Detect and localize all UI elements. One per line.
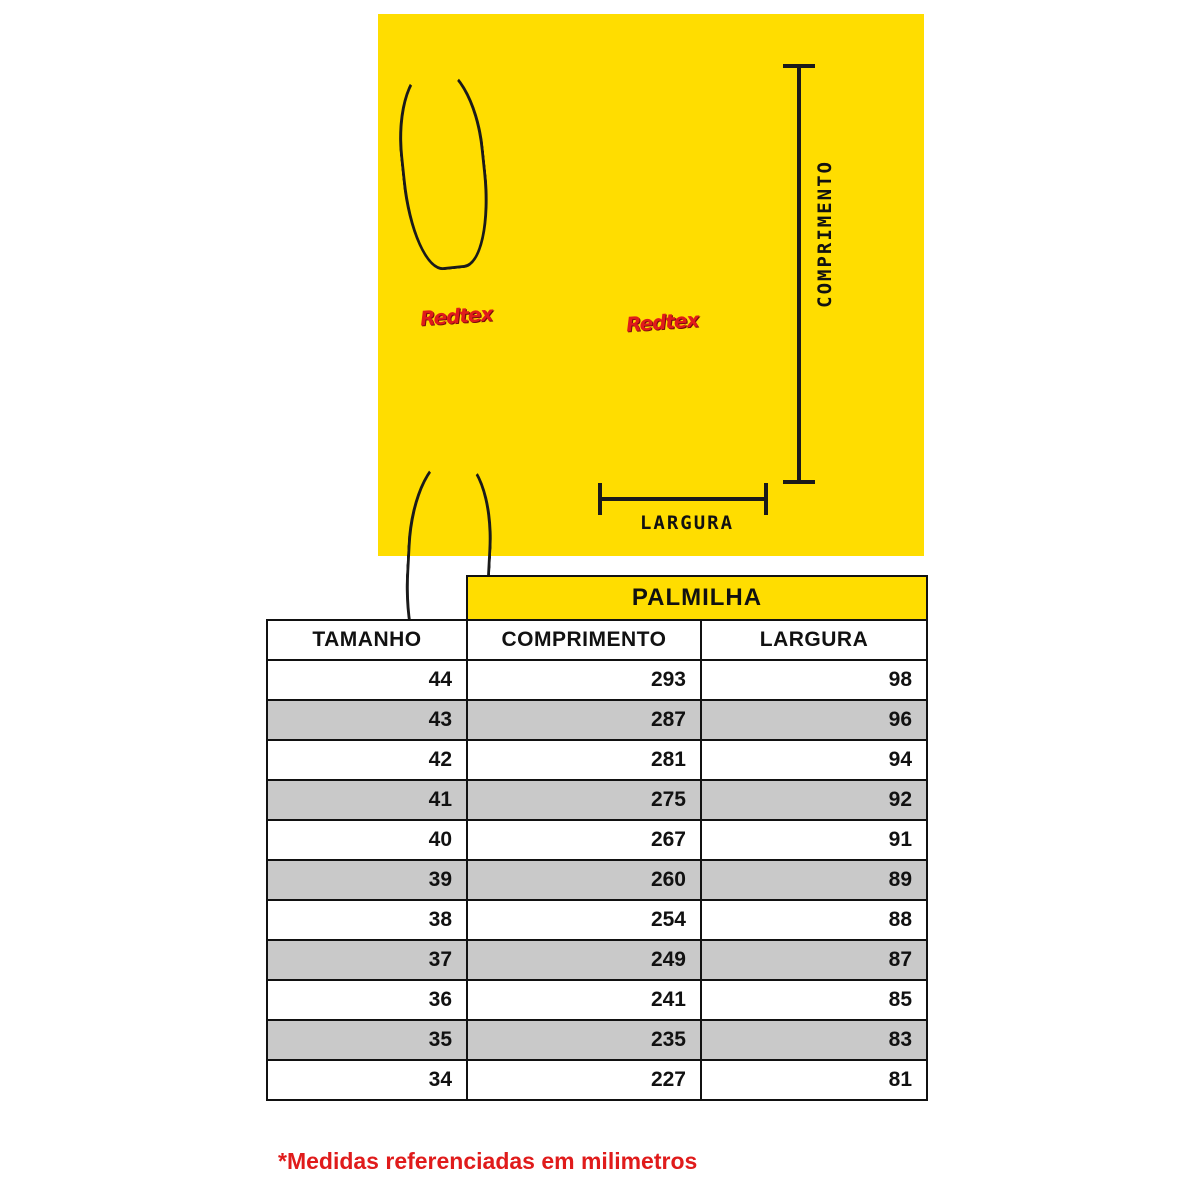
- length-measure-cap-bottom: [783, 480, 815, 484]
- cell-tamanho: 36: [267, 980, 467, 1020]
- insole-illustration-panel: [378, 14, 924, 556]
- width-measure-line: [598, 497, 768, 501]
- cell-largura: 88: [701, 900, 927, 940]
- cell-largura: 83: [701, 1020, 927, 1060]
- table-row: [267, 740, 927, 780]
- cell-tamanho: 44: [267, 660, 467, 700]
- brand-logo-left: Redtex: [419, 301, 494, 331]
- cell-comprimento: 281: [467, 740, 701, 780]
- width-measure-label: LARGURA: [639, 512, 735, 534]
- column-header-largura: LARGURA: [701, 620, 927, 660]
- cell-tamanho: 42: [267, 740, 467, 780]
- table-row: [267, 940, 927, 980]
- table-row: [267, 980, 927, 1020]
- width-measure-cap-right: [764, 483, 768, 515]
- cell-largura: 87: [701, 940, 927, 980]
- cell-comprimento: 227: [467, 1060, 701, 1100]
- cell-comprimento: 249: [467, 940, 701, 980]
- cell-tamanho: 40: [267, 820, 467, 860]
- cell-tamanho: 37: [267, 940, 467, 980]
- cell-largura: 96: [701, 700, 927, 740]
- size-chart-table: [266, 575, 928, 1101]
- table-title-row: [267, 576, 927, 620]
- cell-largura: 91: [701, 820, 927, 860]
- cell-comprimento: 235: [467, 1020, 701, 1060]
- length-measure-annotation: [784, 64, 844, 484]
- cell-comprimento: 254: [467, 900, 701, 940]
- table-row: [267, 700, 927, 740]
- cell-tamanho: 34: [267, 1060, 467, 1100]
- cell-comprimento: 267: [467, 820, 701, 860]
- insole-left-arch-outline: [391, 60, 496, 274]
- insole-left-shape: [358, 8, 526, 413]
- cell-tamanho: 43: [267, 700, 467, 740]
- cell-largura: 81: [701, 1060, 927, 1100]
- table-body: [267, 660, 927, 1100]
- cell-largura: 92: [701, 780, 927, 820]
- width-measure-cap-left: [598, 483, 602, 515]
- table-row: [267, 780, 927, 820]
- table-header-row: [267, 620, 927, 660]
- cell-tamanho: 39: [267, 860, 467, 900]
- width-measure-annotation: [598, 484, 768, 540]
- cell-comprimento: 260: [467, 860, 701, 900]
- cell-largura: 94: [701, 740, 927, 780]
- column-header-tamanho: TAMANHO: [267, 620, 467, 660]
- length-measure-label: COMPRIMENTO: [814, 160, 836, 308]
- table-row: [267, 1060, 927, 1100]
- length-measure-cap-top: [783, 64, 815, 68]
- brand-logo-right: Redtex: [625, 307, 700, 337]
- length-measure-line: [797, 64, 801, 484]
- cell-comprimento: 275: [467, 780, 701, 820]
- cell-tamanho: 38: [267, 900, 467, 940]
- cell-comprimento: 287: [467, 700, 701, 740]
- table-title: PALMILHA: [467, 576, 927, 620]
- cell-largura: 89: [701, 860, 927, 900]
- cell-comprimento: 293: [467, 660, 701, 700]
- table-row: [267, 820, 927, 860]
- table-row: [267, 660, 927, 700]
- cell-tamanho: 35: [267, 1020, 467, 1060]
- cell-comprimento: 241: [467, 980, 701, 1020]
- table-row: [267, 900, 927, 940]
- table-row: [267, 860, 927, 900]
- table-row: [267, 1020, 927, 1060]
- column-header-comprimento: COMPRIMENTO: [467, 620, 701, 660]
- measurement-unit-footnote: *Medidas referenciadas em milimetros: [278, 1148, 698, 1174]
- cell-largura: 98: [701, 660, 927, 700]
- cell-largura: 85: [701, 980, 927, 1020]
- cell-tamanho: 41: [267, 780, 467, 820]
- table-title-spacer: [267, 576, 467, 620]
